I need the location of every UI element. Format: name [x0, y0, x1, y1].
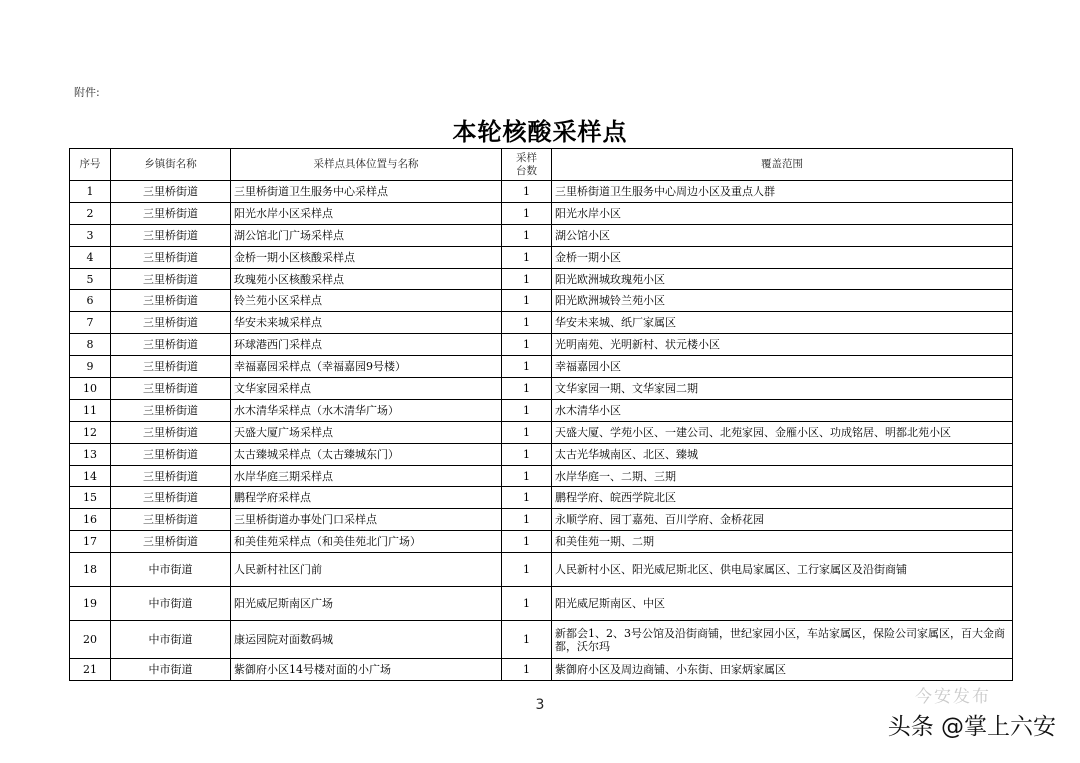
cell-coverage: 阳光水岸小区	[552, 202, 1013, 224]
table-row	[70, 181, 1013, 203]
cell-street: 三里桥街道	[111, 421, 231, 443]
cell-site: 环球港西门采样点	[231, 334, 502, 356]
attachment-label: 附件:	[74, 86, 100, 99]
cell-index: 15	[70, 487, 111, 509]
table-row	[70, 202, 1013, 224]
cell-index: 14	[70, 465, 111, 487]
cell-street: 中市街道	[111, 659, 231, 681]
table-row	[70, 621, 1013, 659]
cell-site: 玫瑰苑小区核酸采样点	[231, 268, 502, 290]
cell-index: 16	[70, 509, 111, 531]
table-row	[70, 356, 1013, 378]
cell-coverage: 和美佳苑一期、二期	[552, 531, 1013, 553]
cell-units: 1	[502, 290, 552, 312]
table-row	[70, 465, 1013, 487]
cell-coverage: 太古光华城南区、北区、臻城	[552, 443, 1013, 465]
cell-units: 1	[502, 487, 552, 509]
cell-index: 3	[70, 224, 111, 246]
cell-site: 华安未来城采样点	[231, 312, 502, 334]
cell-site: 幸福嘉园采样点（幸福嘉园9号楼）	[231, 356, 502, 378]
cell-coverage: 文华家园一期、文华家园二期	[552, 378, 1013, 400]
cell-site: 文华家园采样点	[231, 378, 502, 400]
header-index: 序号	[70, 149, 111, 181]
table-row	[70, 443, 1013, 465]
cell-coverage: 金桥一期小区	[552, 246, 1013, 268]
cell-street: 三里桥街道	[111, 378, 231, 400]
table-row	[70, 290, 1013, 312]
cell-coverage: 阳光威尼斯南区、中区	[552, 587, 1013, 621]
cell-coverage: 水岸华庭一、二期、三期	[552, 465, 1013, 487]
cell-coverage: 人民新村小区、阳光威尼斯北区、供电局家属区、工行家属区及沿街商铺	[552, 553, 1013, 587]
cell-street: 中市街道	[111, 553, 231, 587]
cell-coverage: 阳光欧洲城玫瑰苑小区	[552, 268, 1013, 290]
cell-index: 13	[70, 443, 111, 465]
cell-index: 7	[70, 312, 111, 334]
cell-site: 阳光水岸小区采样点	[231, 202, 502, 224]
cell-units: 1	[502, 621, 552, 659]
cell-site: 铃兰苑小区采样点	[231, 290, 502, 312]
cell-coverage: 新都会1、2、3号公馆及沿街商铺，世纪家园小区，车站家属区，保险公司家属区，百大金商都，沃尔玛	[552, 621, 1013, 659]
header-units	[502, 149, 552, 181]
header-street: 乡镇街名称	[111, 149, 231, 181]
cell-street: 三里桥街道	[111, 290, 231, 312]
table-row	[70, 509, 1013, 531]
cell-index: 11	[70, 399, 111, 421]
cell-site: 人民新村社区门前	[231, 553, 502, 587]
cell-coverage: 紫御府小区及周边商铺、小东街、田家炳家属区	[552, 659, 1013, 681]
cell-site: 天盛大厦广场采样点	[231, 421, 502, 443]
cell-street: 三里桥街道	[111, 509, 231, 531]
cell-coverage: 幸福嘉园小区	[552, 356, 1013, 378]
cell-street: 三里桥街道	[111, 356, 231, 378]
cell-units: 1	[502, 181, 552, 203]
table-row	[70, 268, 1013, 290]
cell-street: 三里桥街道	[111, 487, 231, 509]
table-row	[70, 378, 1013, 400]
cell-street: 三里桥街道	[111, 268, 231, 290]
table-row	[70, 246, 1013, 268]
cell-index: 19	[70, 587, 111, 621]
table-row	[70, 487, 1013, 509]
cell-site: 三里桥街道办事处门口采样点	[231, 509, 502, 531]
cell-index: 17	[70, 531, 111, 553]
cell-site: 金桥一期小区核酸采样点	[231, 246, 502, 268]
cell-site: 紫御府小区14号楼对面的小广场	[231, 659, 502, 681]
cell-site: 鹏程学府采样点	[231, 487, 502, 509]
table-row	[70, 587, 1013, 621]
cell-coverage: 水木清华小区	[552, 399, 1013, 421]
source-watermark: 头条 @掌上六安	[887, 714, 1056, 740]
cell-site: 阳光威尼斯南区广场	[231, 587, 502, 621]
table-row	[70, 531, 1013, 553]
header-coverage: 覆盖范围	[552, 149, 1013, 181]
cell-site: 水岸华庭三期采样点	[231, 465, 502, 487]
cell-units: 1	[502, 378, 552, 400]
cell-units: 1	[502, 659, 552, 681]
cell-site: 水木清华采样点（水木清华广场）	[231, 399, 502, 421]
table-row	[70, 312, 1013, 334]
cell-coverage: 天盛大厦、学苑小区、一建公司、北苑家园、金雁小区、功成铭居、明都北苑小区	[552, 421, 1013, 443]
cell-street: 三里桥街道	[111, 224, 231, 246]
cell-units: 1	[502, 465, 552, 487]
cell-coverage: 阳光欧洲城铃兰苑小区	[552, 290, 1013, 312]
faint-watermark: 今安发布	[915, 687, 991, 707]
cell-site: 三里桥街道卫生服务中心采样点	[231, 181, 502, 203]
cell-index: 8	[70, 334, 111, 356]
cell-coverage: 鹏程学府、皖西学院北区	[552, 487, 1013, 509]
cell-units: 1	[502, 312, 552, 334]
cell-site: 和美佳苑采样点（和美佳苑北门广场）	[231, 531, 502, 553]
cell-street: 中市街道	[111, 587, 231, 621]
cell-units: 1	[502, 334, 552, 356]
cell-index: 20	[70, 621, 111, 659]
table-row	[70, 399, 1013, 421]
cell-units: 1	[502, 553, 552, 587]
document-title: 本轮核酸采样点	[452, 117, 628, 146]
page-number: 3	[535, 697, 545, 713]
cell-coverage: 三里桥街道卫生服务中心周边小区及重点人群	[552, 181, 1013, 203]
cell-index: 10	[70, 378, 111, 400]
cell-units: 1	[502, 246, 552, 268]
cell-street: 三里桥街道	[111, 443, 231, 465]
cell-street: 中市街道	[111, 621, 231, 659]
cell-index: 12	[70, 421, 111, 443]
cell-units: 1	[502, 443, 552, 465]
cell-street: 三里桥街道	[111, 181, 231, 203]
cell-units: 1	[502, 224, 552, 246]
cell-street: 三里桥街道	[111, 334, 231, 356]
cell-coverage: 永顺学府、园丁嘉苑、百川学府、金桥花园	[552, 509, 1013, 531]
cell-coverage: 华安未来城、纸厂家属区	[552, 312, 1013, 334]
cell-coverage: 湖公馆小区	[552, 224, 1013, 246]
cell-index: 9	[70, 356, 111, 378]
cell-index: 2	[70, 202, 111, 224]
cell-units: 1	[502, 531, 552, 553]
cell-index: 6	[70, 290, 111, 312]
cell-street: 三里桥街道	[111, 312, 231, 334]
cell-index: 5	[70, 268, 111, 290]
header-units-line1: 采样	[516, 151, 537, 164]
cell-units: 1	[502, 421, 552, 443]
cell-street: 三里桥街道	[111, 246, 231, 268]
cell-index: 21	[70, 659, 111, 681]
table-row	[70, 224, 1013, 246]
cell-site: 太古臻城采样点（太古臻城东门）	[231, 443, 502, 465]
table-row	[70, 553, 1013, 587]
cell-units: 1	[502, 587, 552, 621]
cell-site: 湖公馆北门广场采样点	[231, 224, 502, 246]
cell-street: 三里桥街道	[111, 531, 231, 553]
sampling-sites-table	[69, 148, 1013, 681]
table-header-row	[70, 149, 1013, 181]
table-row	[70, 659, 1013, 681]
table-row	[70, 421, 1013, 443]
cell-street: 三里桥街道	[111, 465, 231, 487]
cell-street: 三里桥街道	[111, 399, 231, 421]
cell-units: 1	[502, 509, 552, 531]
cell-index: 4	[70, 246, 111, 268]
cell-street: 三里桥街道	[111, 202, 231, 224]
cell-site: 康运园院对面数码城	[231, 621, 502, 659]
cell-coverage: 光明南苑、光明新村、状元楼小区	[552, 334, 1013, 356]
cell-index: 18	[70, 553, 111, 587]
cell-units: 1	[502, 399, 552, 421]
cell-units: 1	[502, 268, 552, 290]
cell-units: 1	[502, 356, 552, 378]
cell-units: 1	[502, 202, 552, 224]
table-row	[70, 334, 1013, 356]
cell-index: 1	[70, 181, 111, 203]
header-site: 采样点具体位置与名称	[231, 149, 502, 181]
header-units-line2: 台数	[516, 164, 537, 177]
